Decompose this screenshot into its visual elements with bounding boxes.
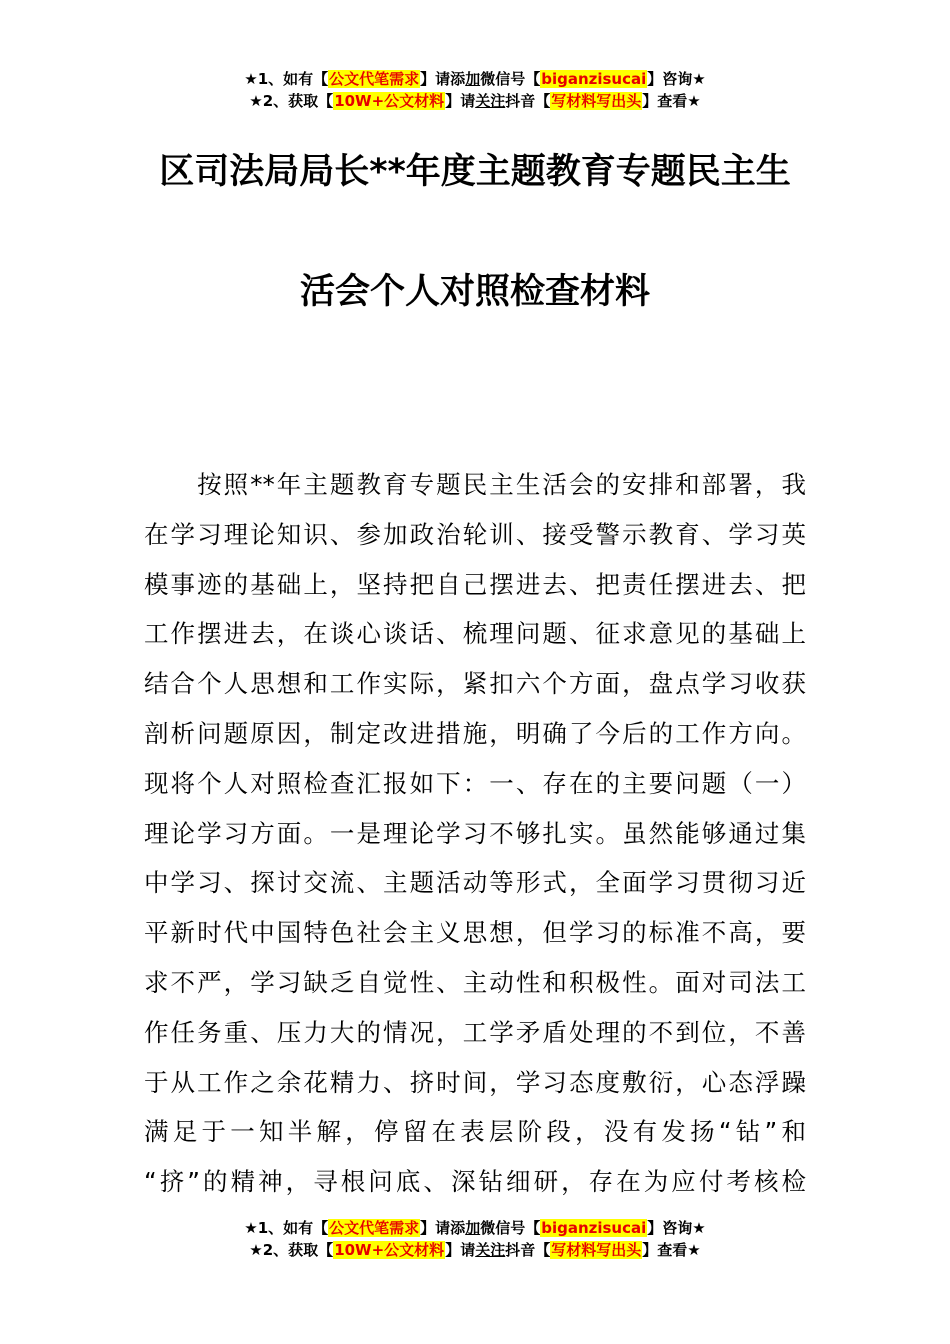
body-line: 平新时代中国特色社会主义思想，但学习的标准不高，要 [144,918,806,948]
promo-line-1: ★1、如有【公文代笔需求】请添加微信号【biganzisucai】咨询★ [244,70,706,88]
document-body [144,460,806,1207]
body-line: 按照**年主题教育专题民主生活会的安排和部署，我 [144,470,806,499]
body-line: “挤”的精神，寻根问底、深钻细研，存在为应付考核检 [144,1167,806,1197]
promo-line-2: ★2、获取【10W+公文材料】请关注抖音【写材料写出头】查看★ [249,1241,701,1259]
document-title-line-1: 区司法局局长**年度主题教育专题民主生 [159,152,791,192]
document-title-line-2: 活会个人对照检查材料 [299,272,650,312]
promo-highlight: 10W+公文材料 [334,1241,445,1259]
promo-douyin-id: 写材料写出头 [551,92,642,110]
promo-highlight: 10W+公文材料 [334,92,445,110]
promo-line-1: ★1、如有【公文代笔需求】请添加微信号【biganzisucai】咨询★ [244,1219,706,1237]
promo-douyin-id: 写材料写出头 [551,1241,642,1259]
body-line: 求不严，学习缺乏自觉性、主动性和积极性。面对司法工 [144,967,806,997]
promo-highlight: 公文代笔需求 [329,1219,420,1237]
body-line: 剖析问题原因，制定改进措施，明确了今后的工作方向。 [144,718,806,748]
promo-line-2: ★2、获取【10W+公文材料】请关注抖音【写材料写出头】查看★ [249,92,701,110]
body-line: 满足于一知半解，停留在表层阶段，没有发扬“钻”和 [144,1117,806,1147]
body-line: 工作摆进去，在谈心谈话、梳理问题、征求意见的基础上 [144,619,806,649]
body-line: 作任务重、压力大的情况，工学矛盾处理的不到位，不善 [144,1017,806,1047]
body-line: 结合个人思想和工作实际，紧扣六个方面，盘点学习收获 [144,669,806,699]
promo-highlight: 公文代笔需求 [329,70,420,88]
body-line: 中学习、探讨交流、主题活动等形式，全面学习贯彻习近 [144,868,806,898]
body-line: 于从工作之余花精力、挤时间，学习态度敷衍，心态浮躁 [144,1067,806,1097]
body-line: 理论学习方面。一是理论学习不够扎实。虽然能够通过集 [144,818,806,848]
promo-banner-bottom [0,1217,950,1261]
promo-wechat-id: biganzisucai [541,1219,647,1237]
body-line: 现将个人对照检查汇报如下：一、存在的主要问题（一） [144,768,806,798]
promo-wechat-id: biganzisucai [541,70,647,88]
promo-banner-top [0,68,950,112]
body-line: 模事迹的基础上，坚持把自己摆进去、把责任摆进去、把 [144,569,806,599]
body-line: 在学习理论知识、参加政治轮训、接受警示教育、学习英 [144,519,806,549]
